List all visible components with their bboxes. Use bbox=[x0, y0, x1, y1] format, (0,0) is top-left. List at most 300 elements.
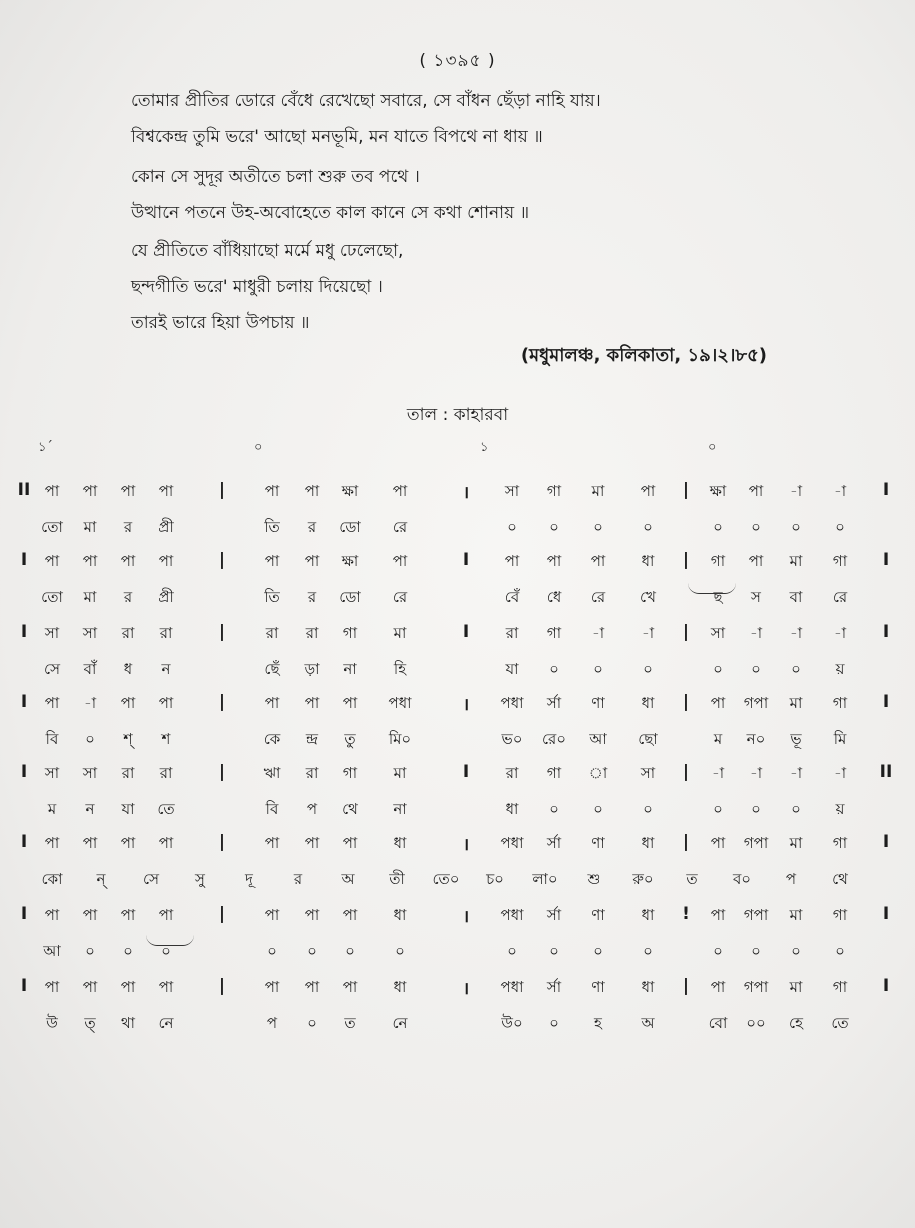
note: পা bbox=[710, 978, 726, 996]
notation-row bbox=[0, 622, 915, 652]
note: পা bbox=[264, 978, 280, 996]
note: মা bbox=[789, 978, 803, 996]
note: ধা bbox=[393, 834, 407, 852]
syllable: ন bbox=[85, 800, 95, 818]
source-citation: (মধুমালঞ্চ, কলিকাতা, ১৯।২।৮৫) bbox=[520, 345, 767, 366]
syllable: ০ bbox=[395, 942, 405, 960]
note: মা bbox=[393, 764, 407, 782]
syllable: তো bbox=[41, 588, 63, 606]
syllable: রে bbox=[590, 588, 606, 606]
syllable: বো bbox=[708, 1014, 728, 1032]
beat-mark: ০ bbox=[254, 440, 263, 455]
syllable: ০ bbox=[751, 660, 761, 678]
note: সা bbox=[710, 624, 726, 642]
syllable: তো bbox=[41, 518, 63, 536]
note: পা bbox=[304, 906, 320, 924]
syllable: ০ bbox=[549, 1014, 559, 1032]
syllable: প bbox=[266, 1014, 278, 1032]
note: পা bbox=[44, 834, 60, 852]
note: -া bbox=[749, 764, 763, 782]
syllable: ০ bbox=[85, 730, 95, 748]
note: সা bbox=[640, 764, 656, 782]
syllable: ছ bbox=[713, 588, 723, 606]
note: -া bbox=[833, 764, 847, 782]
note: পধা bbox=[500, 694, 524, 712]
syllable: তী bbox=[389, 870, 405, 888]
syllable: শু bbox=[587, 870, 601, 888]
syllable: ড়া bbox=[304, 660, 320, 678]
syllable: ভ০ bbox=[501, 730, 523, 748]
note: পা bbox=[264, 834, 280, 852]
note: পা bbox=[82, 978, 98, 996]
page-number: ( ১৩৯৫ ) bbox=[419, 51, 496, 71]
note: গা bbox=[832, 552, 848, 570]
note: মা bbox=[789, 906, 803, 924]
syllable: ব০ bbox=[732, 870, 752, 888]
note: গা bbox=[342, 764, 358, 782]
note: -া bbox=[749, 624, 763, 642]
bar-line: II bbox=[17, 480, 31, 500]
bar-line: | bbox=[218, 976, 226, 996]
syllable: রে bbox=[392, 518, 408, 536]
note: পা bbox=[748, 552, 764, 570]
note: গপা bbox=[743, 978, 769, 996]
syllable: চ০ bbox=[486, 870, 504, 888]
syllable: রে০ bbox=[541, 730, 567, 748]
note: পা bbox=[264, 906, 280, 924]
syllable-row bbox=[0, 586, 915, 616]
note: -া bbox=[833, 624, 847, 642]
lyric-line: উত্থানে পতনে উহ-অবোহেতে কাল কানে সে কথা শোনায় ॥ bbox=[131, 203, 530, 223]
note: পা bbox=[748, 482, 764, 500]
note: রা bbox=[305, 624, 319, 642]
slur-mark bbox=[688, 583, 736, 594]
syllable: র bbox=[123, 518, 133, 536]
note: পা bbox=[304, 834, 320, 852]
note: পা bbox=[304, 552, 320, 570]
syllable: বেঁ bbox=[504, 588, 520, 606]
notation-row bbox=[0, 762, 915, 792]
bar-line: | bbox=[682, 692, 690, 712]
syllable: মি bbox=[833, 730, 847, 748]
syllable: ০ bbox=[751, 942, 761, 960]
note: পা bbox=[264, 552, 280, 570]
syllable: মি০ bbox=[388, 730, 412, 748]
bar-line: I bbox=[20, 976, 28, 996]
bar-line: | bbox=[682, 976, 690, 996]
syllable: থে bbox=[832, 870, 848, 888]
bar-line: । bbox=[462, 695, 470, 715]
note: গা bbox=[832, 906, 848, 924]
note: পা bbox=[44, 906, 60, 924]
syllable-row bbox=[0, 868, 915, 898]
note: পা bbox=[82, 482, 98, 500]
note: পধা bbox=[500, 906, 524, 924]
note: -া bbox=[641, 624, 655, 642]
note: মা bbox=[789, 694, 803, 712]
note: গপা bbox=[743, 834, 769, 852]
bar-line: | bbox=[218, 550, 226, 570]
syllable: র bbox=[123, 588, 133, 606]
bar-line: I bbox=[462, 550, 470, 570]
syllable: হি bbox=[393, 660, 407, 678]
note: রা bbox=[265, 624, 279, 642]
syllable: ০০ bbox=[746, 1014, 766, 1032]
note: রা bbox=[505, 764, 519, 782]
note: পা bbox=[44, 694, 60, 712]
note: পা bbox=[392, 482, 408, 500]
note: ক্ষা bbox=[341, 482, 359, 500]
syllable: ০ bbox=[307, 942, 317, 960]
bar-line: । bbox=[462, 979, 470, 999]
syllable: র bbox=[307, 588, 317, 606]
bar-line: II bbox=[879, 762, 893, 782]
note: গপা bbox=[743, 694, 769, 712]
syllable: ০ bbox=[643, 800, 653, 818]
bar-line: | bbox=[682, 622, 690, 642]
syllable: শ bbox=[161, 730, 171, 748]
note: পা bbox=[158, 834, 174, 852]
syllable: রে bbox=[832, 588, 848, 606]
syllable: উ bbox=[46, 1014, 58, 1032]
syllable: নে bbox=[392, 1014, 408, 1032]
syllable: যা bbox=[121, 800, 135, 818]
syllable-row bbox=[0, 1012, 915, 1042]
syllable: হ bbox=[594, 1014, 602, 1032]
note: পা bbox=[342, 694, 358, 712]
syllable: আ bbox=[589, 730, 607, 748]
syllable: উ০ bbox=[501, 1014, 523, 1032]
syllable: প bbox=[306, 800, 318, 818]
note: পা bbox=[120, 552, 136, 570]
note: া bbox=[588, 764, 608, 782]
syllable: ধে bbox=[546, 588, 562, 606]
syllable: ০ bbox=[713, 660, 723, 678]
note: গপা bbox=[743, 906, 769, 924]
note: রা bbox=[159, 764, 173, 782]
syllable: রু০ bbox=[632, 870, 654, 888]
bar-line: I bbox=[20, 550, 28, 570]
syllable: হে bbox=[789, 1014, 803, 1032]
syllable: কে bbox=[263, 730, 281, 748]
bar-line: I bbox=[20, 692, 28, 712]
note: পা bbox=[710, 834, 726, 852]
syllable: ধা bbox=[505, 800, 519, 818]
note: পা bbox=[342, 978, 358, 996]
syllable: আ bbox=[43, 942, 61, 960]
note: পা bbox=[120, 978, 136, 996]
syllable: যা bbox=[505, 660, 519, 678]
syllable: ত bbox=[344, 1014, 356, 1032]
syllable: থা bbox=[120, 1014, 136, 1032]
note: পা bbox=[158, 482, 174, 500]
syllable: তে bbox=[831, 1014, 849, 1032]
syllable: ০ bbox=[549, 942, 559, 960]
syllable: সু bbox=[195, 870, 205, 888]
notation-row bbox=[0, 692, 915, 722]
syllable-row bbox=[0, 728, 915, 758]
bar-line: I bbox=[20, 832, 28, 852]
note: পা bbox=[546, 552, 562, 570]
note: -া bbox=[789, 624, 803, 642]
note: পা bbox=[82, 552, 98, 570]
note: রা bbox=[159, 624, 173, 642]
note: -া bbox=[789, 764, 803, 782]
syllable: য় bbox=[835, 660, 845, 678]
note: পা bbox=[710, 906, 726, 924]
note: -া bbox=[591, 624, 605, 642]
lyric-line: তারই ভারে হিয়া উপচায় ॥ bbox=[131, 313, 310, 333]
syllable: বাঁ bbox=[83, 660, 97, 678]
syllable: দূ bbox=[245, 870, 253, 888]
bar-line: । bbox=[462, 835, 470, 855]
syllable: ০ bbox=[713, 518, 723, 536]
syllable: খে bbox=[640, 588, 656, 606]
bar-line: | bbox=[218, 762, 226, 782]
bar-line: | bbox=[218, 622, 226, 642]
note: রা bbox=[505, 624, 519, 642]
syllable: না bbox=[343, 660, 357, 678]
syllable: ০ bbox=[549, 800, 559, 818]
note: পা bbox=[158, 694, 174, 712]
note: মা bbox=[393, 624, 407, 642]
syllable: তে bbox=[157, 800, 175, 818]
syllable: প্রী bbox=[158, 518, 174, 536]
bar-line: I bbox=[882, 550, 890, 570]
note: গা bbox=[546, 764, 562, 782]
syllable: তে০ bbox=[432, 870, 460, 888]
syllable: সে bbox=[143, 870, 159, 888]
syllable: স bbox=[751, 588, 761, 606]
beat-mark: ১´ bbox=[38, 440, 53, 455]
note: গা bbox=[832, 978, 848, 996]
syllable: ছো bbox=[638, 730, 658, 748]
syllable: র bbox=[293, 870, 303, 888]
bar-line: I bbox=[20, 622, 28, 642]
lyric-line: তোমার প্রীতির ডোরে বেঁধে রেখেছো সবারে, সে বাঁধন ছেঁড়া নাহি যায়। bbox=[131, 91, 601, 111]
syllable: ০ bbox=[267, 942, 277, 960]
syllable: ০ bbox=[791, 942, 801, 960]
note: মা bbox=[789, 552, 803, 570]
note: পা bbox=[504, 552, 520, 570]
syllable: ছেঁ bbox=[264, 660, 280, 678]
syllable: ন bbox=[161, 660, 171, 678]
note: ক্ষা bbox=[341, 552, 359, 570]
notation-row bbox=[0, 832, 915, 862]
bar-line: I bbox=[882, 692, 890, 712]
note: -া bbox=[833, 482, 847, 500]
syllable: মা bbox=[83, 588, 97, 606]
syllable: ০ bbox=[85, 942, 95, 960]
note: পা bbox=[304, 978, 320, 996]
syllable: না bbox=[393, 800, 407, 818]
bar-line: I bbox=[882, 904, 890, 924]
note: ধা bbox=[641, 552, 655, 570]
note: পা bbox=[120, 834, 136, 852]
note: পা bbox=[304, 482, 320, 500]
syllable: ০ bbox=[161, 942, 171, 960]
note: র্সা bbox=[546, 694, 562, 712]
note: পা bbox=[120, 482, 136, 500]
note: পা bbox=[158, 978, 174, 996]
notation-row bbox=[0, 904, 915, 934]
note: ধা bbox=[393, 978, 407, 996]
bar-line: | bbox=[682, 550, 690, 570]
bar-line: । bbox=[462, 907, 470, 927]
note: র্সা bbox=[546, 906, 562, 924]
syllable: ধ bbox=[123, 660, 133, 678]
syllable: ০ bbox=[713, 942, 723, 960]
note: রা bbox=[121, 764, 135, 782]
note: ক্ষা bbox=[709, 482, 727, 500]
slur-mark bbox=[146, 935, 194, 946]
syllable: ০ bbox=[593, 518, 603, 536]
tala-heading: তাল : কাহারবা bbox=[406, 405, 509, 425]
syllable-row bbox=[0, 798, 915, 828]
lyric-line: কোন সে সুদূর অতীতে চলা শুরু তব পথে । bbox=[131, 167, 420, 187]
syllable: ০ bbox=[123, 942, 133, 960]
note: ণা bbox=[591, 694, 605, 712]
bar-line: | bbox=[218, 480, 226, 500]
syllable-row bbox=[0, 940, 915, 970]
syllable: ০ bbox=[345, 942, 355, 960]
syllable: ০ bbox=[751, 518, 761, 536]
syllable: ০ bbox=[593, 800, 603, 818]
syllable: অ bbox=[641, 1014, 655, 1032]
bar-line: I bbox=[462, 622, 470, 642]
bar-line: | bbox=[218, 692, 226, 712]
syllable: সে bbox=[44, 660, 60, 678]
note: ণা bbox=[591, 978, 605, 996]
lyric-line: ছন্দগীতি ভরে' মাধুরী চলায় দিয়েছো । bbox=[131, 277, 383, 297]
syllable: ০ bbox=[751, 800, 761, 818]
syllable: ০ bbox=[549, 518, 559, 536]
note: ঋা bbox=[263, 764, 281, 782]
note: র্সা bbox=[546, 834, 562, 852]
note: ণা bbox=[591, 834, 605, 852]
syllable: প bbox=[785, 870, 797, 888]
syllable: ০ bbox=[791, 660, 801, 678]
syllable: বি bbox=[45, 730, 59, 748]
syllable: ০ bbox=[643, 942, 653, 960]
syllable: নে bbox=[158, 1014, 174, 1032]
note: পা bbox=[44, 482, 60, 500]
lyric-line: বিশ্বকেন্দ্র তুমি ভরে' আছো মনভূমি, মন যাতে বিপথে না ধায় ॥ bbox=[131, 127, 543, 147]
note: রা bbox=[121, 624, 135, 642]
bar-line: I bbox=[882, 622, 890, 642]
note: পধা bbox=[388, 694, 412, 712]
note: পা bbox=[392, 552, 408, 570]
note: গা bbox=[546, 482, 562, 500]
note: রা bbox=[305, 764, 319, 782]
bar-line: I bbox=[462, 762, 470, 782]
note: পা bbox=[44, 552, 60, 570]
bar-line: | bbox=[682, 832, 690, 852]
syllable: বি bbox=[265, 800, 279, 818]
syllable: মা bbox=[83, 518, 97, 536]
note: -া bbox=[711, 764, 725, 782]
syllable: অ bbox=[341, 870, 355, 888]
bar-line: ! bbox=[682, 904, 690, 924]
bar-line: I bbox=[882, 480, 890, 500]
syllable: রে bbox=[392, 588, 408, 606]
syllable: ০ bbox=[307, 1014, 317, 1032]
notation-row bbox=[0, 480, 915, 510]
note: পা bbox=[82, 906, 98, 924]
syllable: ০ bbox=[593, 660, 603, 678]
note: ধা bbox=[641, 694, 655, 712]
syllable: ন্ bbox=[96, 870, 106, 888]
syllable: ০ bbox=[643, 518, 653, 536]
note: ধা bbox=[641, 906, 655, 924]
note: পা bbox=[342, 906, 358, 924]
syllable: তি bbox=[264, 518, 280, 536]
syllable: ০ bbox=[507, 518, 517, 536]
note: ধা bbox=[641, 834, 655, 852]
note: ধা bbox=[641, 978, 655, 996]
lyric-line: যে প্রীতিতে বাঁধিয়াছো মর্মে মধু ঢেলেছো, bbox=[131, 241, 404, 261]
syllable: ডো bbox=[339, 588, 361, 606]
note: -া bbox=[789, 482, 803, 500]
syllable: লা০ bbox=[532, 870, 558, 888]
syllable: য় bbox=[835, 800, 845, 818]
syllable: ০ bbox=[593, 942, 603, 960]
bar-line: I bbox=[882, 976, 890, 996]
note: পধা bbox=[500, 834, 524, 852]
syllable: ০ bbox=[835, 518, 845, 536]
bar-line: । bbox=[462, 483, 470, 503]
note: মা bbox=[591, 482, 605, 500]
note: পা bbox=[120, 694, 136, 712]
note: -া bbox=[83, 694, 97, 712]
syllable: ম bbox=[47, 800, 57, 818]
syllable: ০ bbox=[835, 942, 845, 960]
syllable: তু bbox=[344, 730, 356, 748]
note: পা bbox=[640, 482, 656, 500]
syllable-row bbox=[0, 516, 915, 546]
note: সা bbox=[82, 764, 98, 782]
syllable: র bbox=[307, 518, 317, 536]
syllable-row bbox=[0, 658, 915, 688]
syllable: তি bbox=[264, 588, 280, 606]
notation-row bbox=[0, 550, 915, 580]
note: পা bbox=[590, 552, 606, 570]
syllable: ০ bbox=[791, 518, 801, 536]
note: সা bbox=[44, 624, 60, 642]
syllable: ম bbox=[713, 730, 723, 748]
note: পা bbox=[82, 834, 98, 852]
syllable: প্রী bbox=[158, 588, 174, 606]
note: সা bbox=[44, 764, 60, 782]
note: সা bbox=[504, 482, 520, 500]
syllable: ন০ bbox=[746, 730, 766, 748]
syllable: ০ bbox=[791, 800, 801, 818]
note: মা bbox=[789, 834, 803, 852]
syllable: ডো bbox=[339, 518, 361, 536]
note: গা bbox=[832, 694, 848, 712]
bar-line: | bbox=[682, 762, 690, 782]
note: পা bbox=[264, 482, 280, 500]
syllable: ন্দ্র bbox=[305, 730, 319, 748]
note: পা bbox=[44, 978, 60, 996]
syllable: শ্ bbox=[123, 730, 133, 748]
note: সা bbox=[82, 624, 98, 642]
bar-line: | bbox=[218, 904, 226, 924]
note: পা bbox=[304, 694, 320, 712]
note: পা bbox=[342, 834, 358, 852]
syllable: ০ bbox=[549, 660, 559, 678]
syllable: ০ bbox=[507, 942, 517, 960]
